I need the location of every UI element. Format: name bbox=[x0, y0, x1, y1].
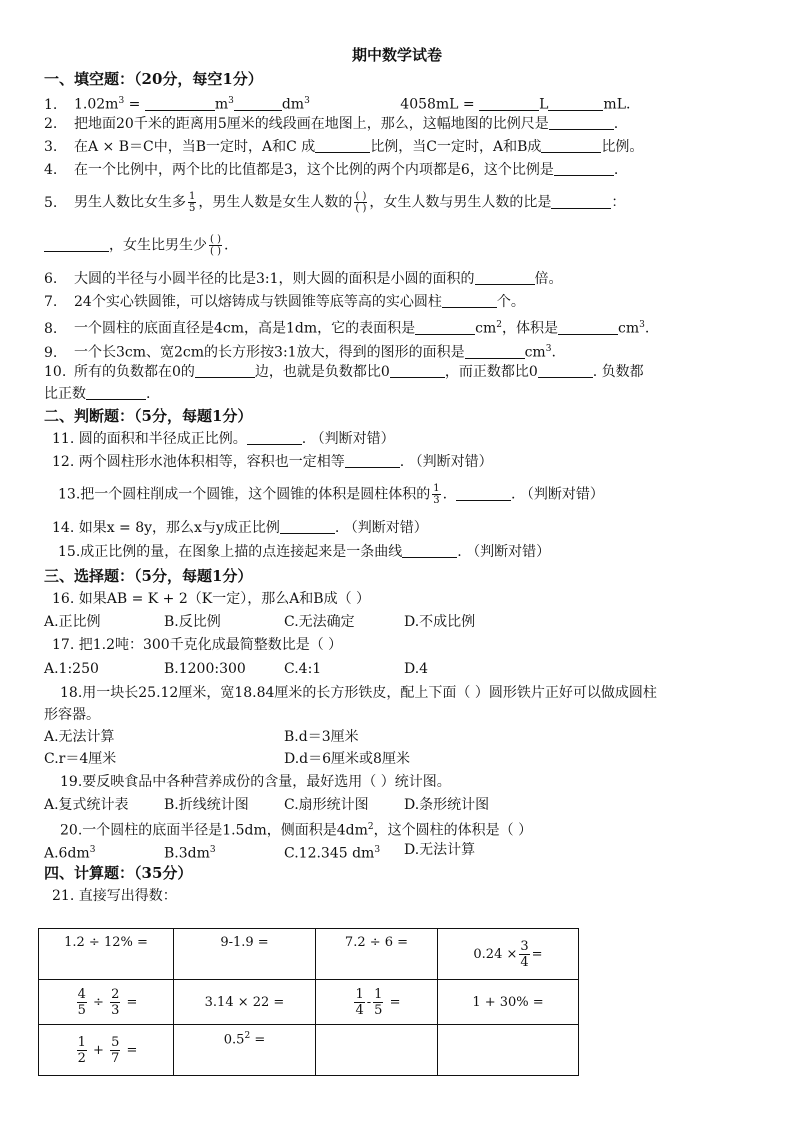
fraction: $\frac{1}{5}$ bbox=[374, 986, 383, 1018]
option-b[interactable]: B.折线统计图 bbox=[164, 797, 249, 813]
question-20: 20.一个圆柱的底面半径是1.5dm，侧面积是$4dm^2$，这个圆柱的体积是（ ） bbox=[60, 822, 533, 839]
calc-cell[interactable]: $\frac{1}{2}$ + $\frac{5}{7}$ = bbox=[39, 1025, 174, 1076]
answer-blank[interactable] bbox=[44, 237, 109, 252]
fraction: $\frac{4}{5}$ bbox=[77, 986, 86, 1018]
answer-blank[interactable] bbox=[558, 320, 618, 335]
question-21: 21. 直接写出得数： bbox=[52, 888, 177, 904]
option-c[interactable]: C.无法确定 bbox=[284, 614, 355, 630]
answer-blank[interactable] bbox=[402, 543, 457, 558]
question-10-continued: 比正数 . bbox=[44, 386, 151, 402]
option-d[interactable]: D.条形统计图 bbox=[404, 797, 490, 813]
calc-cell-empty[interactable] bbox=[316, 1025, 438, 1076]
calc-cell[interactable]: 1 + 30% = bbox=[438, 980, 579, 1025]
page-title: 期中数学试卷 bbox=[351, 46, 442, 64]
section-judge: 二、判断题：（5分，每题1分） bbox=[44, 407, 253, 425]
fraction: $\frac{2}{3}$ bbox=[111, 986, 120, 1018]
answer-blank[interactable] bbox=[541, 138, 601, 153]
fraction: $\frac{1}{3}$ bbox=[433, 483, 440, 506]
fraction-blank[interactable]: $\frac{( )}{( )}$ bbox=[355, 191, 367, 214]
option-c[interactable]: C.4:1 bbox=[284, 661, 322, 677]
answer-blank[interactable] bbox=[479, 96, 539, 111]
option-d[interactable]: D.不成比例 bbox=[404, 614, 476, 630]
option-b[interactable]: B.d＝3厘米 bbox=[284, 729, 359, 745]
section-calc: 四、计算题：（35分） bbox=[44, 864, 193, 882]
question-3: 3. 在A × B＝C中，当B一定时，A和C 成 比例，当C一定时，A和B成 比例。 bbox=[44, 139, 644, 155]
question-10: 10. 所有的负数都在0的 边，也就是负数都比0 ，而正数都比0 . 负数都 bbox=[44, 364, 644, 380]
answer-blank[interactable] bbox=[315, 138, 370, 153]
answer-blank[interactable] bbox=[456, 486, 511, 501]
answer-blank[interactable] bbox=[145, 96, 215, 111]
question-15: 15.成正比例的量，在图象上描的点连接起来是一条曲线 . （判断对错） bbox=[58, 544, 551, 560]
calc-cell[interactable]: $\frac{4}{5}$ ÷ $\frac{2}{3}$ = bbox=[39, 980, 174, 1025]
option-c[interactable]: C.扇形统计图 bbox=[284, 797, 369, 813]
option-d[interactable]: D.d＝6厘米或8厘米 bbox=[284, 751, 410, 767]
fraction: $\frac{3}{4}$ bbox=[520, 938, 529, 970]
calc-cell[interactable]: 0.24 × $\frac{3}{4}$ = bbox=[438, 929, 579, 980]
answer-blank[interactable] bbox=[551, 194, 611, 209]
answer-blank[interactable] bbox=[465, 344, 525, 359]
question-5: 5. 男生人数比女生多 $\frac{1}{5}$ ，男生人数是女生人数的 $\frac{( )}{( )}$ ，女生人数与男生人数的比是 ： bbox=[44, 191, 626, 214]
question-6: 6. 大圆的半径与小圆半径的比是3:1，则大圆的面积是小圆的面积的 倍。 bbox=[44, 271, 563, 287]
section-choice: 三、选择题：（5分，每题1分） bbox=[44, 567, 253, 585]
question-19: 19.要反映食品中各种营养成份的含量，最好选用（ ）统计图。 bbox=[60, 774, 451, 790]
question-13: 13.把一个圆柱削成一个圆锥，这个圆锥的体积是圆柱体积的 $\frac{1}{3}$ . . （判断对错） bbox=[58, 483, 604, 506]
option-a[interactable]: A.1:250 bbox=[44, 661, 99, 677]
question-5-continued: ，女生比男生少 $\frac{( )}{( )}$ . bbox=[44, 234, 754, 257]
answer-blank[interactable] bbox=[442, 293, 497, 308]
calc-cell[interactable]: $\frac{1}{4}$ - $\frac{1}{5}$ = bbox=[316, 980, 438, 1025]
answer-blank[interactable] bbox=[345, 453, 400, 468]
option-b[interactable]: B.1200:300 bbox=[164, 661, 246, 677]
fraction: $\frac{1}{4}$ bbox=[355, 986, 364, 1018]
answer-blank[interactable] bbox=[234, 96, 282, 111]
calc-cell[interactable]: $0.5^2$ = bbox=[174, 1025, 316, 1076]
answer-blank[interactable] bbox=[195, 363, 255, 378]
answer-blank[interactable] bbox=[475, 270, 535, 285]
calc-cell[interactable]: 9-1.9 = bbox=[174, 929, 316, 980]
fraction-blank[interactable]: $\frac{( )}{( )}$ bbox=[210, 234, 221, 257]
option-a[interactable]: $A.6dm^3$ bbox=[44, 845, 96, 862]
option-b[interactable]: $B.3dm^3$ bbox=[164, 845, 216, 862]
question-16: 16. 如果AB = K + 2（K一定），那么A和B成（ ） bbox=[52, 591, 371, 607]
calc-cell[interactable]: 3.14 × 22 = bbox=[174, 980, 316, 1025]
question-8: 8. 一个圆柱的底面直径是4cm，高是1dm，它的表面积是 $cm^2$，体积是 $cm^3$. bbox=[44, 320, 650, 337]
question-11: 11. 圆的面积和半径成正比例。 . （判断对错） bbox=[52, 431, 395, 447]
option-a[interactable]: A.正比例 bbox=[44, 614, 101, 630]
answer-blank[interactable] bbox=[86, 385, 146, 400]
calc-cell[interactable]: 7.2 ÷ 6 = bbox=[316, 929, 438, 980]
table-row bbox=[39, 1025, 579, 1076]
answer-blank[interactable] bbox=[538, 363, 593, 378]
question-14: 14. 如果x = 8y，那么x与y成正比例 . （判断对错） bbox=[52, 520, 428, 536]
option-c[interactable]: C.12.345 $dm^3$ bbox=[284, 845, 381, 862]
question-7: 7. 24个实心铁圆锥，可以熔铸成与铁圆锥等底等高的实心圆柱 个。 bbox=[44, 294, 525, 310]
option-d[interactable]: D.无法计算 bbox=[404, 842, 476, 858]
fraction: $\frac{1}{2}$ bbox=[77, 1034, 86, 1066]
question-18-continued: 形容器。 bbox=[44, 707, 100, 723]
answer-blank[interactable] bbox=[549, 115, 614, 130]
option-a[interactable]: A.无法计算 bbox=[44, 729, 115, 745]
question-9: 9. 一个长3cm、宽2cm的长方形按3:1放大，得到的图形的面积是 $cm^3$. bbox=[44, 344, 556, 361]
question-17: 17. 把1.2吨：300千克化成最简整数比是（ ） bbox=[52, 637, 343, 653]
answer-blank[interactable] bbox=[548, 96, 603, 111]
answer-blank[interactable] bbox=[554, 161, 614, 176]
answer-blank[interactable] bbox=[390, 363, 445, 378]
fraction: $\frac{1}{5}$ bbox=[189, 191, 196, 214]
table-row bbox=[39, 929, 579, 980]
calc-cell-empty[interactable] bbox=[438, 1025, 579, 1076]
question-4: 4. 在一个比例中，两个比的比值都是3，这个比例的两个内项都是6，这个比例是 . bbox=[44, 162, 619, 178]
option-a[interactable]: A.复式统计表 bbox=[44, 797, 129, 813]
answer-blank[interactable] bbox=[280, 519, 335, 534]
fraction: $\frac{5}{7}$ bbox=[111, 1034, 120, 1066]
question-12: 12. 两个圆柱形水池体积相等，容积也一定相等 . （判断对错） bbox=[52, 454, 493, 470]
answer-blank[interactable] bbox=[415, 320, 475, 335]
question-2: 2. 把地面20千米的距离用5厘米的线段画在地图上，那么，这幅地图的比例尺是 . bbox=[44, 116, 619, 132]
option-b[interactable]: B.反比例 bbox=[164, 614, 221, 630]
option-d[interactable]: D.4 bbox=[404, 661, 429, 677]
table-row bbox=[39, 980, 579, 1025]
calc-table bbox=[38, 928, 579, 1076]
option-c[interactable]: C.r＝4厘米 bbox=[44, 751, 117, 767]
question-1: 1. $1.02m^3 = m^3$ $dm^3$ 4058mL = L mL. bbox=[44, 96, 631, 113]
question-18: 18.用一块长25.12厘米，宽18.84厘米的长方形铁皮，配上下面（ ）圆形铁片正好可以做成圆柱 bbox=[60, 685, 657, 701]
answer-blank[interactable] bbox=[247, 430, 302, 445]
calc-cell[interactable]: 1.2 ÷ 12% = bbox=[39, 929, 174, 980]
section-fill-in: 一、填空题：（20分，每空1分） bbox=[44, 70, 263, 88]
